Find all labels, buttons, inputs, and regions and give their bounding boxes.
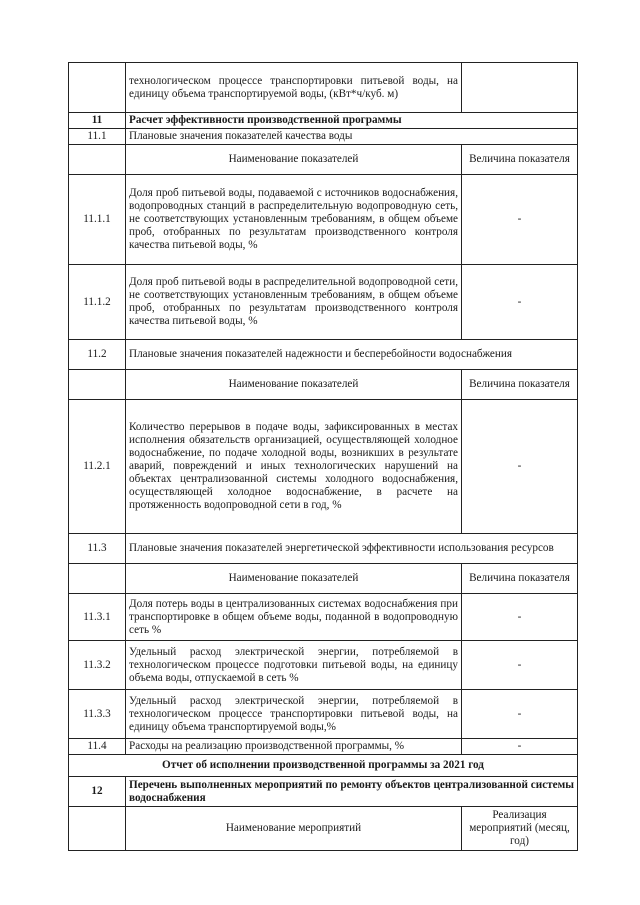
column-header-name: Наименование мероприятий <box>126 807 462 851</box>
report-title: Отчет об исполнении производственной программы за 2021 год <box>69 755 578 777</box>
program-table <box>68 62 578 851</box>
row-number: 11.3.2 <box>69 641 126 690</box>
indicator-name: Расходы на реализацию производственной программы, % <box>126 739 462 755</box>
subsection-number: 11.2 <box>69 340 126 370</box>
table-row <box>69 690 578 739</box>
row-number: 11.3.3 <box>69 690 126 739</box>
indicator-name: Доля проб питьевой воды, подаваемой с источников водоснабжения, водопроводных станций в распределительную водопроводную сеть, не соответствующих установленным требованиям, в общем объеме проб, отобранных по результатам производственного контроля качества питьевой воды, % <box>126 175 462 265</box>
row-number: 11.4 <box>69 739 126 755</box>
table-row <box>69 175 578 265</box>
section-number: 12 <box>69 777 126 807</box>
row-number: 11.2.1 <box>69 400 126 534</box>
column-header-value: Величина показателя <box>462 564 578 594</box>
indicator-name: Доля проб питьевой воды в распределительной водопроводной сети, не соответствующих установленным требованиям, в общем объеме проб, отобранных по результатам производственного контроля качества питьевой воды, % <box>126 265 462 340</box>
indicator-value: - <box>462 690 578 739</box>
indicator-name: Количество перерывов в подаче воды, зафиксированных в местах исполнения обязательств организацией, осуществляющей холодное водоснабжение, по подаче холодной воды, возникших в результате аварий, повреждений и иных технологических нарушений на объектах централизованной системы холодного водоснабжения, осуществляющей холодное водоснабжение, в расчете на протяженность водопроводной сети в год, % <box>126 400 462 534</box>
row-number: 11.1.1 <box>69 175 126 265</box>
subsection-row <box>69 340 578 370</box>
section-title: Расчет эффективности производственной программы <box>126 113 578 129</box>
indicator-name: Доля потерь воды в централизованных системах водоснабжения при транспортировке в общем объеме воды, поданной в водопроводную сеть % <box>126 594 462 641</box>
indicator-value: - <box>462 739 578 755</box>
subsection-row <box>69 534 578 564</box>
report-heading-row <box>69 755 578 777</box>
indicator-value: - <box>462 265 578 340</box>
indicator-value: - <box>462 400 578 534</box>
row-number: 11.3.1 <box>69 594 126 641</box>
subsection-number: 11.1 <box>69 129 126 145</box>
section-title: Перечень выполненных мероприятий по ремонту объектов централизованной системы водоснабжения <box>126 777 578 807</box>
indicator-name: Удельный расход электрической энергии, потребляемой в технологическом процессе транспортировки питьевой воды, на единицу объема транспортируемой воды,% <box>126 690 462 739</box>
indicator-value <box>462 63 578 113</box>
column-header-value: Величина показателя <box>462 145 578 175</box>
column-header-name: Наименование показателей <box>126 145 462 175</box>
section-number: 11 <box>69 113 126 129</box>
table-row <box>69 400 578 534</box>
row-number <box>69 63 126 113</box>
column-header-value: Реализация мероприятий (месяц, год) <box>462 807 578 851</box>
table-row <box>69 594 578 641</box>
column-header-value: Величина показателя <box>462 370 578 400</box>
subsection-row <box>69 129 578 145</box>
column-header-name: Наименование показателей <box>126 370 462 400</box>
column-header-row <box>69 564 578 594</box>
indicator-name: Удельный расход электрической энергии, потребляемой в технологическом процессе подготовки питьевой воды, на единицу объема воды, отпускаемой в сеть % <box>126 641 462 690</box>
indicator-value: - <box>462 175 578 265</box>
section-header <box>69 777 578 807</box>
row-number: 11.1.2 <box>69 265 126 340</box>
column-header-row <box>69 145 578 175</box>
table-row <box>69 63 578 113</box>
column-header-row <box>69 370 578 400</box>
subsection-title: Плановые значения показателей качества воды <box>126 129 578 145</box>
indicator-value: - <box>462 641 578 690</box>
column-header-row <box>69 807 578 851</box>
indicator-name: технологическом процессе транспортировки питьевой воды, на единицу объема транспортируемой воды, (кВт*ч/куб. м) <box>126 63 462 113</box>
table-row <box>69 739 578 755</box>
table-row <box>69 265 578 340</box>
subsection-number: 11.3 <box>69 534 126 564</box>
subsection-title: Плановые значения показателей надежности и бесперебойности водоснабжения <box>126 340 578 370</box>
indicator-value: - <box>462 594 578 641</box>
column-header-name: Наименование показателей <box>126 564 462 594</box>
subsection-title: Плановые значения показателей энергетической эффективности использования ресурсов <box>126 534 578 564</box>
table-row <box>69 641 578 690</box>
section-header <box>69 113 578 129</box>
